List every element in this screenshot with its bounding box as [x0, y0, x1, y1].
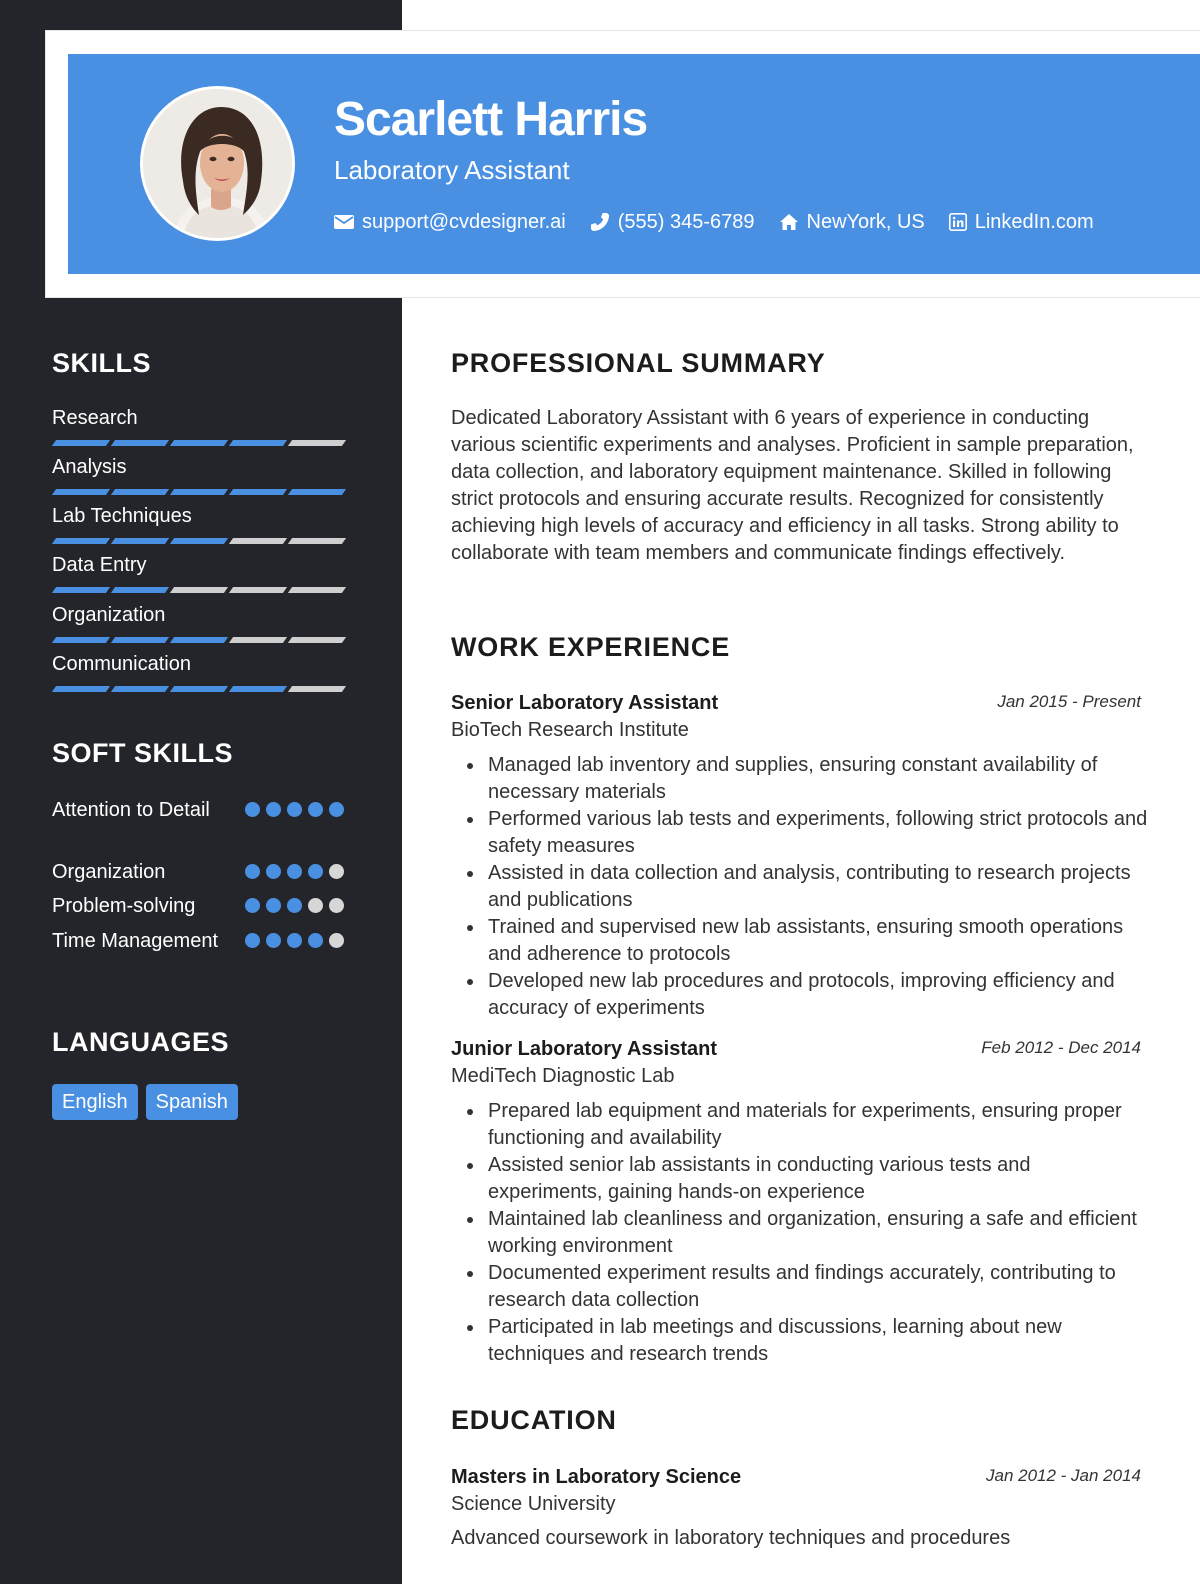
rating-dot: [329, 802, 344, 817]
skill-level-segment: [170, 489, 228, 495]
languages-heading: LANGUAGES: [52, 1027, 230, 1057]
portrait-image: [143, 89, 295, 241]
soft-skills-heading: SOFT SKILLS: [52, 738, 233, 768]
skill-level-segment: [229, 587, 287, 593]
soft-skill-label: Time Management: [52, 930, 218, 952]
skill-level-segment: [229, 686, 287, 692]
contact-phone-text: (555) 345-6789: [617, 210, 755, 233]
contact-location-text: NewYork, US: [806, 210, 925, 233]
skill-level-segment: [288, 637, 346, 643]
candidate-name: Scarlett Harris: [334, 93, 648, 146]
skill-level-segment: [170, 587, 228, 593]
skill-label: Data Entry: [52, 554, 147, 576]
rating-dot: [308, 802, 323, 817]
job-bullet: Documented experiment results and findings accurately, contributing to research data collection: [488, 1260, 1148, 1314]
skill-level-segment: [170, 538, 228, 544]
education-description: Advanced coursework in laboratory techniques and procedures: [451, 1527, 1011, 1549]
job-dates: Jan 2015 - Present: [997, 692, 1141, 711]
skill-bar: [54, 587, 349, 593]
skill-level-segment: [52, 489, 110, 495]
skill-level-segment: [170, 686, 228, 692]
soft-skill-rating: [245, 864, 350, 879]
skill-level-segment: [288, 440, 346, 446]
education-school: Science University: [451, 1493, 616, 1515]
skill-level-segment: [229, 440, 287, 446]
contact-email-text: support@cvdesigner.ai: [362, 210, 566, 233]
skill-bar: [54, 489, 349, 495]
skill-label: Research: [52, 407, 138, 429]
rating-dot: [245, 864, 260, 879]
skill-level-segment: [52, 440, 110, 446]
soft-skill-label: Organization: [52, 861, 166, 883]
rating-dot: [308, 864, 323, 879]
rating-dot: [329, 933, 344, 948]
job-bullet: Trained and supervised new lab assistants, ensuring smooth operations and adherence to protocols: [488, 914, 1148, 968]
language-tag: Spanish: [146, 1084, 238, 1120]
skill-label: Communication: [52, 653, 191, 675]
skill-label: Analysis: [52, 456, 127, 478]
rating-dot: [266, 898, 281, 913]
skill-level-segment: [288, 489, 346, 495]
rating-dot: [329, 864, 344, 879]
skill-level-segment: [229, 489, 287, 495]
contact-linkedin[interactable]: [949, 211, 1094, 234]
summary-heading: PROFESSIONAL SUMMARY: [451, 348, 826, 378]
skill-level-segment: [111, 538, 169, 544]
experience-heading: WORK EXPERIENCE: [451, 632, 731, 662]
skill-bar: [54, 440, 349, 446]
contact-row: [334, 208, 1118, 236]
skill-level-segment: [52, 538, 110, 544]
contact-linkedin-text: LinkedIn.com: [974, 210, 1094, 233]
rating-dot: [266, 864, 281, 879]
soft-skill-label: Problem-solving: [52, 895, 196, 917]
contact-phone[interactable]: [590, 211, 755, 234]
skill-bar: [54, 637, 349, 643]
profile-photo: [140, 86, 295, 241]
rating-dot: [287, 802, 302, 817]
job-bullet: Managed lab inventory and supplies, ensuring constant availability of necessary materials: [488, 752, 1148, 806]
skill-level-segment: [288, 538, 346, 544]
skill-level-segment: [170, 440, 228, 446]
job-dates: Feb 2012 - Dec 2014: [981, 1038, 1141, 1057]
skill-level-segment: [229, 637, 287, 643]
rating-dot: [287, 933, 302, 948]
language-list: [52, 1084, 246, 1120]
rating-dot: [245, 802, 260, 817]
skill-level-segment: [111, 440, 169, 446]
job-bullet: Performed various lab tests and experiments, following strict protocols and safety measures: [488, 806, 1148, 860]
job-bullet: Assisted senior lab assistants in conducting various tests and experiments, gaining hands-on experience: [488, 1152, 1148, 1206]
rating-dot: [266, 802, 281, 817]
phone-icon: [590, 212, 610, 232]
skill-level-segment: [170, 637, 228, 643]
skill-level-segment: [288, 686, 346, 692]
job-organization: BioTech Research Institute: [451, 719, 689, 741]
skill-level-segment: [111, 489, 169, 495]
skill-label: Organization: [52, 604, 166, 626]
skill-level-segment: [111, 587, 169, 593]
rating-dot: [245, 933, 260, 948]
rating-dot: [308, 933, 323, 948]
job-organization: MediTech Diagnostic Lab: [451, 1065, 675, 1087]
rating-dot: [245, 898, 260, 913]
summary-text: Dedicated Laboratory Assistant with 6 years of experience in conducting various scientific experiments and analyses. Proficient in sample preparation, data collection, and laboratory equipment maintenance. Skilled in following strict protocols and ensuring accurate results. Recognized for consistently achieving high levels of accuracy and efficiency in all tasks. Strong ability to collaborate with team members and communicate findings effectively.: [451, 407, 1134, 564]
candidate-title: Laboratory Assistant: [334, 155, 570, 185]
contact-location: [779, 211, 925, 234]
contact-email[interactable]: [334, 211, 566, 234]
job-role: Senior Laboratory Assistant: [451, 692, 719, 714]
job-bullet: Prepared lab equipment and materials for experiments, ensuring proper functioning and availability: [488, 1098, 1148, 1152]
skill-level-segment: [111, 686, 169, 692]
job-bullet: Participated in lab meetings and discussions, learning about new techniques and research trends: [488, 1314, 1148, 1368]
job-bullets: [488, 1098, 1148, 1368]
soft-skill-rating: [245, 933, 350, 948]
job-bullet: Developed new lab procedures and protocols, improving efficiency and accuracy of experiments: [488, 968, 1148, 1022]
rating-dot: [287, 864, 302, 879]
envelope-icon: [334, 214, 354, 230]
education-dates: Jan 2012 - Jan 2014: [985, 1466, 1141, 1485]
rating-dot: [308, 898, 323, 913]
skill-level-segment: [52, 587, 110, 593]
job-bullets: [488, 752, 1148, 1022]
job-bullet: Assisted in data collection and analysis, contributing to research projects and publications: [488, 860, 1148, 914]
education-header: [451, 1466, 1141, 1494]
skill-level-segment: [229, 538, 287, 544]
job-header: [451, 1038, 1141, 1066]
linkedin-icon: [949, 213, 967, 231]
skill-label: Lab Techniques: [52, 505, 192, 527]
job-header: [451, 692, 1141, 720]
skill-level-segment: [52, 686, 110, 692]
rating-dot: [266, 933, 281, 948]
job-bullet: Maintained lab cleanliness and organization, ensuring a safe and efficient working environment: [488, 1206, 1148, 1260]
education-heading: EDUCATION: [451, 1405, 617, 1435]
soft-skill-rating: [245, 898, 350, 913]
soft-skill-rating: [245, 802, 350, 817]
home-icon: [779, 213, 799, 231]
skill-level-segment: [111, 637, 169, 643]
skill-level-segment: [52, 637, 110, 643]
job-role: Junior Laboratory Assistant: [451, 1038, 717, 1060]
skill-bar: [54, 538, 349, 544]
skill-bar: [54, 686, 349, 692]
education-degree: Masters in Laboratory Science: [451, 1466, 742, 1488]
rating-dot: [329, 898, 344, 913]
rating-dot: [287, 898, 302, 913]
soft-skill-label: Attention to Detail: [52, 799, 210, 821]
language-tag: English: [52, 1084, 138, 1120]
skill-level-segment: [288, 587, 346, 593]
skills-heading: SKILLS: [52, 348, 152, 378]
